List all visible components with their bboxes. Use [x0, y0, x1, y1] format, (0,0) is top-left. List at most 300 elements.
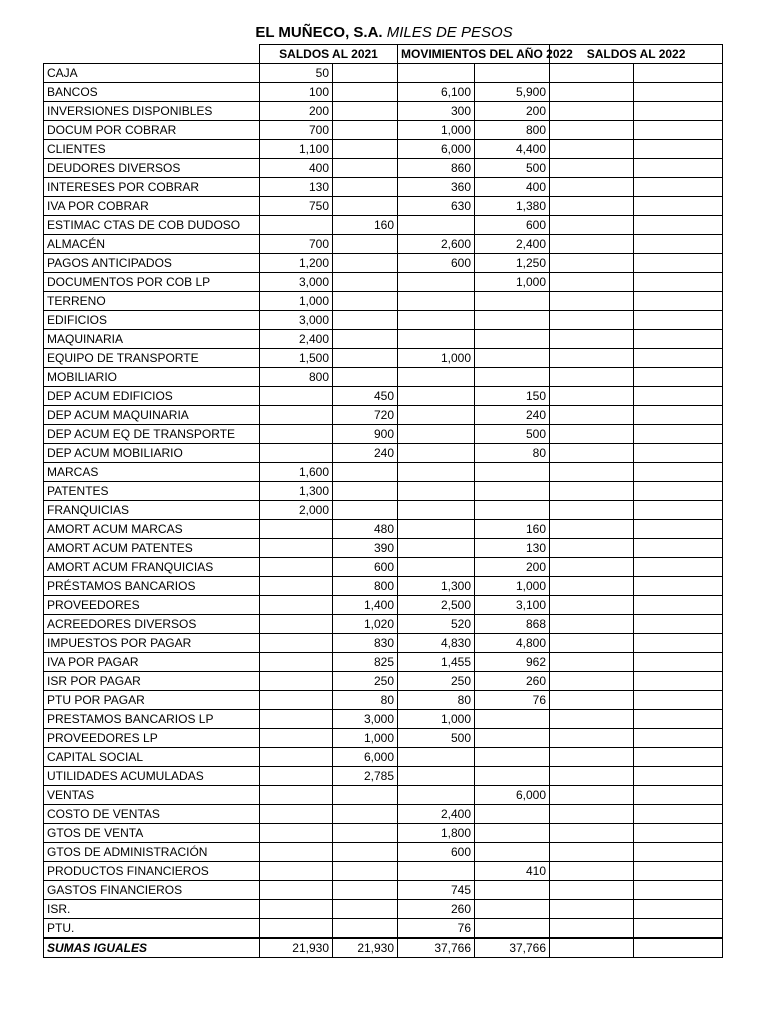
amount-cell-s22d [550, 596, 634, 615]
total-cell-md: 37,766 [398, 938, 475, 958]
amount-cell-mh [475, 919, 550, 939]
balance-table [43, 44, 723, 958]
table-row [44, 501, 723, 520]
account-name-cell: AMORT ACUM PATENTES [44, 539, 260, 558]
total-cell-mh: 37,766 [475, 938, 550, 958]
amount-cell-s21h [333, 368, 398, 387]
amount-cell-s21d [260, 919, 333, 939]
amount-cell-mh: 800 [475, 121, 550, 140]
amount-cell-s22d [550, 748, 634, 767]
table-row [44, 387, 723, 406]
amount-cell-mh [475, 710, 550, 729]
account-name-cell: DOCUM POR COBRAR [44, 121, 260, 140]
amount-cell-mh: 500 [475, 159, 550, 178]
amount-cell-s21h [333, 311, 398, 330]
account-name-cell: INVERSIONES DISPONIBLES [44, 102, 260, 121]
amount-cell-mh [475, 330, 550, 349]
header-movimientos: MOVIMIENTOS DEL AÑO 2022 [398, 45, 550, 64]
amount-cell-mh: 4,800 [475, 634, 550, 653]
amount-cell-s21d [260, 786, 333, 805]
table-row [44, 805, 723, 824]
amount-cell-s22h [634, 862, 723, 881]
amount-cell-s21d: 200 [260, 102, 333, 121]
amount-cell-mh: 1,380 [475, 197, 550, 216]
amount-cell-s21d [260, 444, 333, 463]
amount-cell-s21h: 3,000 [333, 710, 398, 729]
amount-cell-s22d [550, 482, 634, 501]
amount-cell-s21d [260, 691, 333, 710]
amount-cell-s21h [333, 254, 398, 273]
amount-cell-s21h [333, 843, 398, 862]
amount-cell-s22h [634, 102, 723, 121]
account-name-cell: PROVEEDORES [44, 596, 260, 615]
amount-cell-mh: 130 [475, 539, 550, 558]
amount-cell-s22d [550, 691, 634, 710]
account-name-cell: ESTIMAC CTAS DE COB DUDOSO [44, 216, 260, 235]
table-row [44, 539, 723, 558]
amount-cell-s22d [550, 672, 634, 691]
amount-cell-mh: 76 [475, 691, 550, 710]
account-name-cell: DEP ACUM MOBILIARIO [44, 444, 260, 463]
amount-cell-s22d [550, 178, 634, 197]
table-row [44, 216, 723, 235]
account-name-cell: IMPUESTOS POR PAGAR [44, 634, 260, 653]
amount-cell-s22d [550, 653, 634, 672]
amount-cell-s22h [634, 216, 723, 235]
amount-cell-s21d: 700 [260, 121, 333, 140]
amount-cell-s22h [634, 710, 723, 729]
amount-cell-s22d [550, 83, 634, 102]
amount-cell-s21d: 3,000 [260, 311, 333, 330]
amount-cell-s21d [260, 634, 333, 653]
account-name-cell: IVA POR PAGAR [44, 653, 260, 672]
amount-cell-md: 1,800 [398, 824, 475, 843]
amount-cell-s22d [550, 102, 634, 121]
amount-cell-s22h [634, 387, 723, 406]
amount-cell-s22d [550, 634, 634, 653]
table-row [44, 311, 723, 330]
amount-cell-mh [475, 501, 550, 520]
table-row [44, 159, 723, 178]
amount-cell-md: 300 [398, 102, 475, 121]
table-row [44, 862, 723, 881]
amount-cell-s22h [634, 178, 723, 197]
header-saldos-2021: SALDOS AL 2021 [260, 45, 398, 64]
amount-cell-s21h: 1,020 [333, 615, 398, 634]
amount-cell-md [398, 862, 475, 881]
amount-cell-s21d [260, 615, 333, 634]
amount-cell-s22h [634, 83, 723, 102]
account-name-cell: EQUIPO DE TRANSPORTE [44, 349, 260, 368]
amount-cell-md: 2,500 [398, 596, 475, 615]
amount-cell-s21h [333, 159, 398, 178]
amount-cell-md: 80 [398, 691, 475, 710]
amount-cell-s21h: 480 [333, 520, 398, 539]
amount-cell-s21d [260, 577, 333, 596]
amount-cell-mh [475, 463, 550, 482]
amount-cell-s21d [260, 539, 333, 558]
amount-cell-md [398, 463, 475, 482]
account-name-cell: EDIFICIOS [44, 311, 260, 330]
amount-cell-md: 76 [398, 919, 475, 939]
amount-cell-s22d [550, 615, 634, 634]
amount-cell-s22h [634, 273, 723, 292]
amount-cell-s21h: 6,000 [333, 748, 398, 767]
table-row [44, 64, 723, 83]
amount-cell-md: 6,000 [398, 140, 475, 159]
amount-cell-s21h [333, 900, 398, 919]
account-name-cell: PTU. [44, 919, 260, 939]
account-name-cell: DEP ACUM EQ DE TRANSPORTE [44, 425, 260, 444]
amount-cell-s21h: 160 [333, 216, 398, 235]
amount-cell-md: 1,000 [398, 349, 475, 368]
amount-cell-s22h [634, 159, 723, 178]
account-name-cell: MAQUINARIA [44, 330, 260, 349]
account-name-cell: MARCAS [44, 463, 260, 482]
amount-cell-s22d [550, 710, 634, 729]
account-name-cell: PRESTAMOS BANCARIOS LP [44, 710, 260, 729]
amount-cell-s21h: 250 [333, 672, 398, 691]
amount-cell-s22h [634, 596, 723, 615]
amount-cell-md: 600 [398, 254, 475, 273]
amount-cell-md: 500 [398, 729, 475, 748]
table-body [44, 45, 723, 958]
amount-cell-mh: 5,900 [475, 83, 550, 102]
table-row [44, 729, 723, 748]
amount-cell-s21h: 1,400 [333, 596, 398, 615]
amount-cell-s22h [634, 140, 723, 159]
amount-cell-s22d [550, 425, 634, 444]
amount-cell-s22h [634, 349, 723, 368]
table-row [44, 824, 723, 843]
account-name-cell: PTU POR PAGAR [44, 691, 260, 710]
amount-cell-s21h [333, 83, 398, 102]
amount-cell-md: 4,830 [398, 634, 475, 653]
amount-cell-md [398, 501, 475, 520]
amount-cell-md: 860 [398, 159, 475, 178]
amount-cell-s22h [634, 292, 723, 311]
amount-cell-s21h: 900 [333, 425, 398, 444]
amount-cell-md [398, 64, 475, 83]
amount-cell-s21h [333, 919, 398, 939]
table-row [44, 653, 723, 672]
totals-label: SUMAS IGUALES [44, 938, 260, 958]
amount-cell-s21h [333, 463, 398, 482]
amount-cell-s22h [634, 64, 723, 83]
amount-cell-md [398, 330, 475, 349]
amount-cell-s21d: 800 [260, 368, 333, 387]
amount-cell-s21h [333, 501, 398, 520]
amount-cell-md [398, 425, 475, 444]
account-name-cell: UTILIDADES ACUMULADAS [44, 767, 260, 786]
amount-cell-s21d: 1,000 [260, 292, 333, 311]
amount-cell-s22d [550, 235, 634, 254]
amount-cell-s21h [333, 805, 398, 824]
amount-cell-s22d [550, 786, 634, 805]
amount-cell-s22d [550, 558, 634, 577]
amount-cell-s21d [260, 653, 333, 672]
table-row [44, 900, 723, 919]
table-row [44, 102, 723, 121]
amount-cell-s21h: 450 [333, 387, 398, 406]
amount-cell-md: 1,300 [398, 577, 475, 596]
amount-cell-s22h [634, 805, 723, 824]
account-name-cell: PAGOS ANTICIPADOS [44, 254, 260, 273]
account-name-cell: DEUDORES DIVERSOS [44, 159, 260, 178]
amount-cell-md: 250 [398, 672, 475, 691]
amount-cell-md [398, 520, 475, 539]
amount-cell-s22d [550, 140, 634, 159]
amount-cell-md [398, 444, 475, 463]
amount-cell-s22d [550, 862, 634, 881]
amount-cell-s22h [634, 406, 723, 425]
amount-cell-md: 360 [398, 178, 475, 197]
account-name-cell: CLIENTES [44, 140, 260, 159]
amount-cell-s22h [634, 235, 723, 254]
amount-cell-s22h [634, 729, 723, 748]
amount-cell-s22h [634, 558, 723, 577]
amount-cell-s22d [550, 387, 634, 406]
amount-cell-s21h [333, 197, 398, 216]
table-row [44, 615, 723, 634]
amount-cell-md [398, 786, 475, 805]
amount-cell-mh [475, 349, 550, 368]
total-cell-s22d [550, 938, 634, 958]
amount-cell-s22h [634, 577, 723, 596]
amount-cell-mh [475, 64, 550, 83]
amount-cell-s21d: 750 [260, 197, 333, 216]
table-row [44, 748, 723, 767]
amount-cell-md: 1,455 [398, 653, 475, 672]
amount-cell-s21d [260, 805, 333, 824]
amount-cell-s22h [634, 767, 723, 786]
table-row [44, 178, 723, 197]
table-row [44, 634, 723, 653]
table-row [44, 520, 723, 539]
amount-cell-s21d [260, 558, 333, 577]
amount-cell-md: 6,100 [398, 83, 475, 102]
amount-cell-s22d [550, 843, 634, 862]
amount-cell-s22d [550, 444, 634, 463]
amount-cell-mh [475, 311, 550, 330]
amount-cell-s21h: 720 [333, 406, 398, 425]
amount-cell-mh: 1,000 [475, 577, 550, 596]
account-name-cell: GTOS DE VENTA [44, 824, 260, 843]
amount-cell-mh [475, 748, 550, 767]
amount-cell-md: 260 [398, 900, 475, 919]
amount-cell-s22h [634, 748, 723, 767]
amount-cell-mh: 6,000 [475, 786, 550, 805]
amount-cell-s21d: 1,600 [260, 463, 333, 482]
amount-cell-s21h [333, 824, 398, 843]
amount-cell-mh: 3,100 [475, 596, 550, 615]
amount-cell-s22d [550, 159, 634, 178]
account-name-cell: ALMACÉN [44, 235, 260, 254]
amount-cell-mh: 500 [475, 425, 550, 444]
amount-cell-s21h [333, 273, 398, 292]
table-row [44, 596, 723, 615]
amount-cell-mh: 80 [475, 444, 550, 463]
amount-cell-s21d [260, 520, 333, 539]
amount-cell-s21d: 130 [260, 178, 333, 197]
table-row [44, 254, 723, 273]
amount-cell-s22h [634, 444, 723, 463]
amount-cell-s21d: 100 [260, 83, 333, 102]
amount-cell-s22d [550, 197, 634, 216]
amount-cell-mh [475, 881, 550, 900]
amount-cell-s21d [260, 748, 333, 767]
account-name-cell: FRANQUICIAS [44, 501, 260, 520]
amount-cell-md [398, 767, 475, 786]
amount-cell-s22d [550, 292, 634, 311]
table-row [44, 786, 723, 805]
amount-cell-s22d [550, 900, 634, 919]
amount-cell-mh [475, 482, 550, 501]
account-name-cell: CAPITAL SOCIAL [44, 748, 260, 767]
amount-cell-mh: 400 [475, 178, 550, 197]
amount-cell-s22h [634, 900, 723, 919]
table-row [44, 235, 723, 254]
amount-cell-s22h [634, 843, 723, 862]
account-name-cell: PRÉSTAMOS BANCARIOS [44, 577, 260, 596]
amount-cell-s22h [634, 254, 723, 273]
amount-cell-md [398, 311, 475, 330]
amount-cell-mh: 1,250 [475, 254, 550, 273]
amount-cell-s22d [550, 273, 634, 292]
amount-cell-s22h [634, 691, 723, 710]
amount-cell-s22d [550, 254, 634, 273]
amount-cell-md: 520 [398, 615, 475, 634]
amount-cell-s21h [333, 786, 398, 805]
account-name-cell: INTERESES POR COBRAR [44, 178, 260, 197]
account-name-cell: GTOS DE ADMINISTRACIÓN [44, 843, 260, 862]
amount-cell-mh: 150 [475, 387, 550, 406]
amount-cell-s22h [634, 330, 723, 349]
amount-cell-mh: 200 [475, 558, 550, 577]
amount-cell-s22h [634, 919, 723, 939]
company-name: EL MUÑECO, S.A. [255, 24, 383, 41]
amount-cell-s21h [333, 292, 398, 311]
amount-cell-s21h [333, 862, 398, 881]
amount-cell-mh: 160 [475, 520, 550, 539]
account-name-cell: GASTOS FINANCIEROS [44, 881, 260, 900]
amount-cell-mh: 240 [475, 406, 550, 425]
account-name-cell: TERRENO [44, 292, 260, 311]
amount-cell-mh [475, 805, 550, 824]
amount-cell-md: 630 [398, 197, 475, 216]
amount-cell-s21d: 1,500 [260, 349, 333, 368]
amount-cell-mh [475, 824, 550, 843]
amount-cell-s21d [260, 425, 333, 444]
amount-cell-s22h [634, 520, 723, 539]
amount-cell-s22d [550, 216, 634, 235]
amount-cell-s21h: 1,000 [333, 729, 398, 748]
amount-cell-s21h [333, 64, 398, 83]
amount-cell-mh: 410 [475, 862, 550, 881]
account-name-cell: CAJA [44, 64, 260, 83]
amount-cell-md: 1,000 [398, 121, 475, 140]
amount-cell-s22d [550, 121, 634, 140]
amount-cell-s21h: 600 [333, 558, 398, 577]
amount-cell-s21h: 240 [333, 444, 398, 463]
amount-cell-s21d [260, 824, 333, 843]
amount-cell-s22d [550, 330, 634, 349]
amount-cell-s21h [333, 330, 398, 349]
amount-cell-s22d [550, 767, 634, 786]
total-cell-s21h: 21,930 [333, 938, 398, 958]
amount-cell-s21d [260, 843, 333, 862]
amount-cell-mh [475, 292, 550, 311]
amount-cell-mh: 260 [475, 672, 550, 691]
amount-cell-s22d [550, 406, 634, 425]
total-cell-s22h [634, 938, 723, 958]
amount-cell-md [398, 216, 475, 235]
amount-cell-s22d [550, 729, 634, 748]
amount-cell-s22d [550, 881, 634, 900]
account-name-cell: AMORT ACUM FRANQUICIAS [44, 558, 260, 577]
amount-cell-s22h [634, 121, 723, 140]
amount-cell-s21h [333, 102, 398, 121]
amount-cell-s21d: 2,400 [260, 330, 333, 349]
account-name-cell: ISR. [44, 900, 260, 919]
table-row [44, 197, 723, 216]
amount-cell-mh: 962 [475, 653, 550, 672]
amount-cell-md [398, 558, 475, 577]
table-row [44, 444, 723, 463]
account-name-cell: DEP ACUM EDIFICIOS [44, 387, 260, 406]
account-name-cell: MOBILIARIO [44, 368, 260, 387]
amount-cell-s22d [550, 311, 634, 330]
account-name-cell: DEP ACUM MAQUINARIA [44, 406, 260, 425]
amount-cell-s21h [333, 140, 398, 159]
amount-cell-s22h [634, 672, 723, 691]
amount-cell-md: 600 [398, 843, 475, 862]
amount-cell-s21d [260, 387, 333, 406]
amount-cell-mh: 600 [475, 216, 550, 235]
amount-cell-s21h: 2,785 [333, 767, 398, 786]
amount-cell-s21d [260, 596, 333, 615]
amount-cell-mh: 4,400 [475, 140, 550, 159]
amount-cell-md: 2,600 [398, 235, 475, 254]
amount-cell-mh [475, 729, 550, 748]
amount-cell-s22h [634, 539, 723, 558]
amount-cell-s22h [634, 615, 723, 634]
amount-cell-s21d: 1,300 [260, 482, 333, 501]
amount-cell-s21d [260, 862, 333, 881]
header-empty-cell [44, 45, 260, 64]
amount-cell-mh: 200 [475, 102, 550, 121]
amount-cell-s22d [550, 368, 634, 387]
table-row [44, 140, 723, 159]
amount-cell-md: 2,400 [398, 805, 475, 824]
amount-cell-s21h [333, 235, 398, 254]
amount-cell-md: 745 [398, 881, 475, 900]
amount-cell-md [398, 273, 475, 292]
amount-cell-md [398, 748, 475, 767]
amount-cell-s22h [634, 634, 723, 653]
table-row [44, 273, 723, 292]
table-row [44, 767, 723, 786]
amount-cell-s22d [550, 539, 634, 558]
table-row [44, 482, 723, 501]
amount-cell-s21d: 2,000 [260, 501, 333, 520]
amount-cell-s22d [550, 64, 634, 83]
amount-cell-s22d [550, 919, 634, 939]
amount-cell-s21d [260, 216, 333, 235]
amount-cell-md [398, 387, 475, 406]
amount-cell-s21h [333, 349, 398, 368]
amount-cell-md [398, 539, 475, 558]
